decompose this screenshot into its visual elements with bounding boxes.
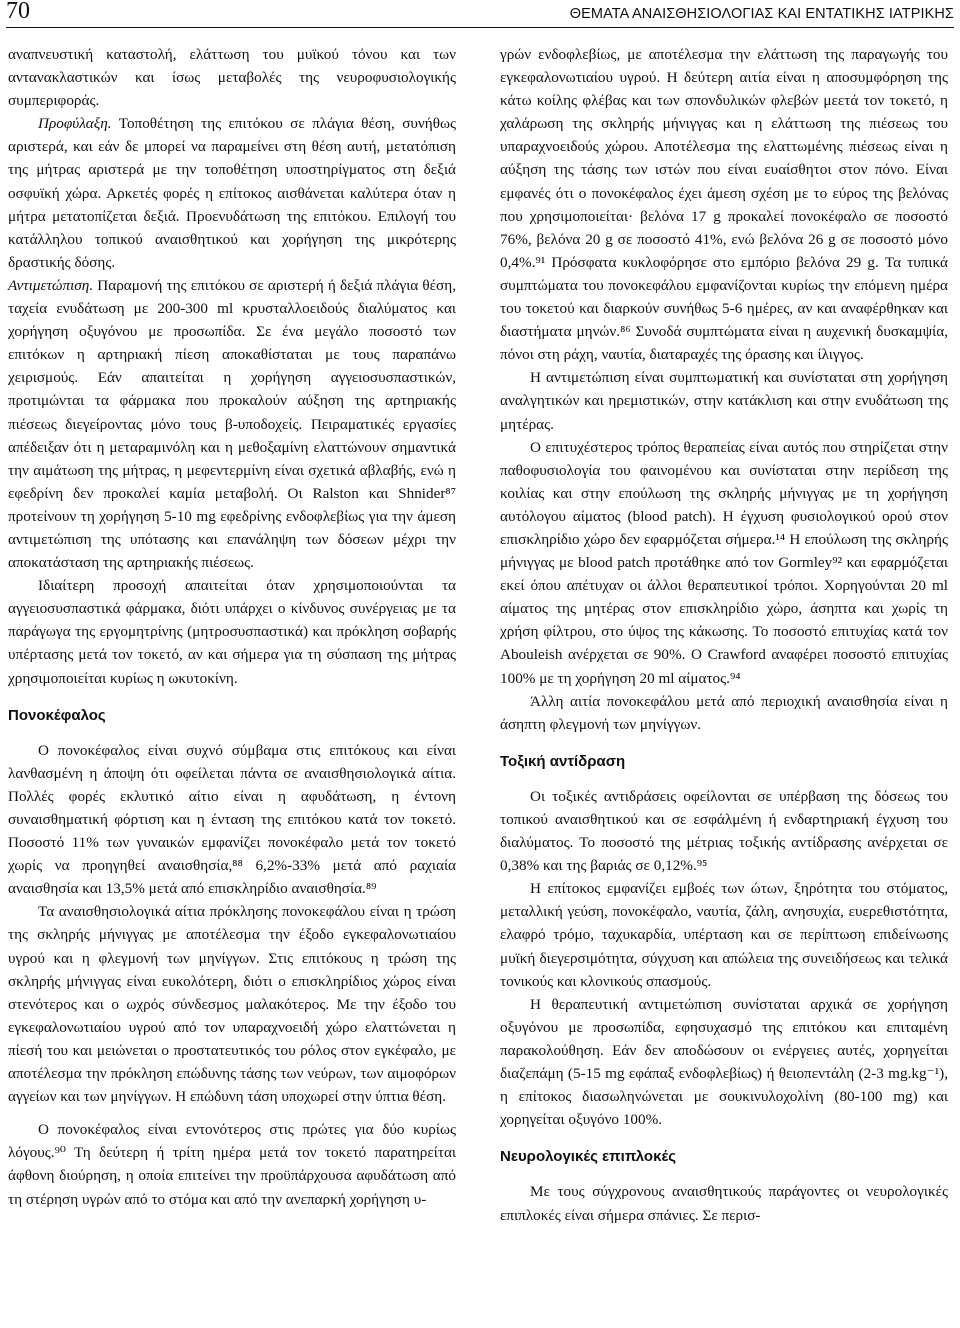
paragraph: γρών ενδοφλεβίως, με αποτέλεσμα την ελάττωση της παραγωγής του εγκεφαλονωτιαίου υγρού. Η δεύτερη αιτία είναι η αποσυμφόρηση της κάτω κοίλης φλέβας και των σπονδυλικών φλεβών μεετά τον τοκετό, η χαλάρωση της σκληρής μήνιγγας και η ελάττωση της πιέσεως του υπαραχνοειδούς χώρου. Αποτέλεσμα της ελαττωμένης πιέσεως είναι η αύξηση της τάσης των ιστών που είναι ευαίσθητοι στον πόνο. Είναι εμφανές ότι ο πονοκέφαλος έχει άμεση σχέση με το εύρος της βελόνας που χρησιμοποιείται· βελόνα 17 g προκαλεί πονοκέφαλο σε ποσοστό 76%, βελόνα 20 g σε ποσοστό 41%, ενώ βελόνα 26 g σε ποσοστό μόνο 0,4%.⁹¹ Πρόσφατα κυκλοφόρησε στο εμπόριο βελόνα 29 g. Τα τυπικά συμπτώματα του πονοκεφάλου εμφανίζονται κυρίως την επόμενη ημέρα του τοκετού και διαρκούν συνήθως 5-6 ημέρες, αν και αναφέρθηκαν και διαστήματα μηνών.⁸⁶ Συνοδά συμπτώματα είναι η αυχενική δυσκαμψία, πόνοι στη ράχη, ναυτία, διαταραχές της όρασης και ίλιγγος.	[500, 46, 948, 364]
paragraph: Οι τοξικές αντιδράσεις οφείλονται σε υπέρβαση της δόσεως του τοπικού αναισθητικού και σε εσφάλμένη ή ενδαρτηριακή έγχυση του διαλύματος. Το ποσοστό της μέτριας τοξικής αντίδρασης ανέρχεται σε 0,38% και της βαριάς σε 0,12%.⁹⁵	[500, 787, 948, 875]
page-number: 70	[6, 0, 30, 24]
section-heading: Πονοκέφαλος	[8, 706, 106, 724]
paragraph: αναπνευστική καταστολή, ελάττωση του μυϊκού τόνου και των αντανακλαστικών και ίσως μεταβολές της νευροφυσιολογικής συμπεριφοράς.	[8, 46, 456, 110]
paragraph: Με τους σύγχρονους αναισθητικούς παράγοντες οι νευρολογικές επιπλοκές είναι σήμερα σπάνιες. Σε περισ-	[500, 1183, 948, 1224]
right-column	[500, 43, 948, 1227]
section-heading: Τοξική αντίδραση	[500, 752, 626, 770]
paragraph: Η θεραπευτική αντιμετώπιση συνίσταται αρχικά σε χορήγηση οξυγόνου με προσωπίδα, εφησυχασμό της επιτόκου και επιταμένη παρακολούθηση. Εάν δεν αποδώσουν οι ενέργειες αυτές, χορηγείται διαζεπάμη (5-15 mg εφάπαξ ενδοφλεβίως) ή θειοπεντάλη (2-3 mg.kg⁻¹), η επίτοκος διασωληνώνεται με σουκινυλοχολίνη (80-100 mg) και χορηγείται οξυγόνο 100%.	[500, 995, 948, 1129]
paragraph: Αντιμετώπιση. Παραμονή της επιτόκου σε αριστερή ή δεξιά πλάγια θέση, ταχεία ενυδάτωση με 200-300 ml κρυσταλλοειδούς διαλύματος και χορήγηση οξυγόνου με προσωπίδα. Σε ένα μεγάλο ποσοστό των επιτόκων η αρτηριακή πίεση αποκαθίσταται με τους παραπάνω χειρισμούς. Εάν απαιτείται η χορήγηση αγγειοσυσπαστικών, προτιμώνται τα φάρμακα που προκαλούν αύξηση της αρτηριακής πιέσεως διεγείροντας μόνο τους β-υποδοχείς. Πειραματικές εργασίες απέδειξαν ότι η μεταραμινόλη και η μεθοξαμίνη ελαττώνουν σημαντικά την αιμάτωση της μήτρας, η μεφεντερμίνη είναι σχετικά αβλαβής, ενώ η εφεδρίνη δεν προκαλεί καμία μεταβολή. Οι Ralston και Shnider⁸⁷ προτείνουν τη χορήγηση 5-10 mg εφεδρίνης ενδοφλεβίως για την άμεση αντιμετώπιση της υπότασης και επανάληψη των δόσεων μέχρι την αποκατάσταση της αρτηριακής πιέσεως.	[8, 276, 456, 572]
paragraph: Ο πονοκέφαλος είναι συχνό σύμβαμα στις επιτόκους και είναι λανθασμένη η άποψη ότι οφείλεται πάντα σε αναισθησιολογικά αίτια. Πολλές φορές εκλυτικό αίτιο είναι η αφυδάτωση, η έντονη συναισθηματική φόρτιση και η ένταση της επιτόκου κατά τον τοκετό. Ποσοστό 11% των γυναικών εμφανίζει πονοκέφαλο μετά τον τοκετό χωρίς να προηγηθεί αναισθησία,⁸⁸ 6,2%-33% μετά από ραχιαία αναισθησία και 13,5% μετά από επισκληρίδιο αναισθησία.⁸⁹	[8, 741, 456, 898]
paragraph: Άλλη αιτία πονοκεφάλου μετά από περιοχική αναισθησία είναι η άσηπτη φλεγμονή των μηνίγγων.	[500, 692, 948, 733]
paragraph: Ο πονοκέφαλος είναι εντονότερος στις πρώτες για δύο κυρίως λόγους.⁹⁰ Τη δεύτερη ή τρίτη ημέρα μετά τον τοκετό παρατηρείται άφθονη διούρηση, η οποία επιτείνει την προϋπάρχουσα αφυδάτωση από τη στέρηση υγρών από το στόμα και από την ανεπαρκή χορήγηση υ-	[8, 1121, 456, 1208]
running-head: ΘΕΜΑΤΑ ΑΝΑΙΣΘΗΣΙΟΛΟΓΙΑΣ ΚΑΙ ΕΝΤΑΤΙΚΗΣ ΙΑΤΡΙΚΗΣ	[569, 6, 954, 22]
run-in-label: Προφύλαξη.	[38, 115, 112, 133]
paragraph: Τα αναισθησιολογικά αίτια πρόκλησης πονοκεφάλου είναι η τρώση της σκληρής μήνιγγας με αποτέλεσμα την έξοδο εγκεφαλονωτιαίου υγρού και η φλεγμονή των μηνίγγων. Στις επιτόκους η τρώση της σκληρής μήνιγγας είναι ευκολότερη, διότι ο επισκληρίδιος χώρος είναι στενότερος και ο ωχρός σύνδεσμος μαλακότερος. Με την έξοδο του εγκεφαλονωτιαίου υγρού από τον υπαραχνοειδή χώρο ελαττώνεται η πίεσή του και μειώνεται ο προστατευτικός του ρόλος στον εγκέφαλο, με αποτέλεσμα την πρόκληση επώδυνης τάσης των νεύρων, των αιμοφόρων αγγείων και των μηνίγγων. Η επώδυνη τάση υποχωρεί στην ύπτια θέση.	[8, 903, 456, 1106]
section-heading: Νευρολογικές επιπλοκές	[500, 1148, 677, 1166]
header-rule	[6, 27, 954, 28]
paragraph: Ο επιτυχέστερος τρόπος θεραπείας είναι αυτός που στηρίζεται στην παθοφυσιολογία του φαινομένου και συνίσταται στην περίδεση της κοιλίας και στην επούλωση της σκληρής μήνιγγας με τη χορήγηση αυτόλογου αίματος (blood patch). Η έγχυση φυσιολογικού ορού στον επισκληρίδιο χώρο δεν εφαρμόζεται σήμερα.¹⁴ Η επούλωση της σκληρής μήνιγγας με blood patch προτάθηκε από τον Gormley⁹² και εφαρμόζεται εκεί όπου απέτυχαν οι άλλοι θεραπευτικοί τρόποι. Χορηγούνται 20 ml αίματος της μητέρας στον επισκληρίδιο χώρο, άσηπτα και χωρίς τη χρήση φίλτρου, στο ύψος της κάκωσης. Το ποσοστό επιτυχίας κατά τον Abouleish ανέρχεται σε 90%. Ο Crawford αναφέρει ποσοστό επιτυχίας 100% με τη χορήγηση 20 ml αίματος.⁹⁴	[500, 438, 948, 687]
paragraph: Προφύλαξη. Τοποθέτηση της επιτόκου σε πλάγια θέση, συνήθως αριστερά, και εάν δε μπορεί να παραμείνει στη θέση αυτή, μετατόπιση της μήτρας αριστερά με την τοποθέτηση υποστηρίγματος στη δεξιά οσφυϊκή χώρα. Αρκετές φορές η επίτοκος αισθάνεται καλύτερα όταν η μήτρα μετατοπίζεται δεξιά. Προενυδάτωση της επιτόκου. Επιλογή του κατάλληλου τοπικού αναισθητικού και χορήγηση της μικρότερης δραστικής δόσης.	[8, 115, 456, 271]
run-in-label: Αντιμετώπιση.	[8, 276, 94, 294]
left-column	[8, 43, 456, 1211]
paragraph: Η αντιμετώπιση είναι συμπτωματική και συνίσταται στη χορήγηση αναλγητικών και ηρεμιστικών, στην κατάκλιση και στην ενυδάτωση της μητέρας.	[500, 369, 948, 433]
paragraph: Η επίτοκος εμφανίζει εμβοές των ώτων, ξηρότητα του στόματος, μεταλλική γεύση, πονοκέφαλο, ναυτία, ζάλη, ανησυχία, ευερεθιστότητα, ελαφρό τρόμο, ταχυκαρδία, υπέρταση και σε περίπτωση επιδείνωσης μυϊκή διεγερσιμότητα, σύγχυση και απώλεια της συνειδήσεως και τελικά τονικούς και κλονικούς σπασμούς.	[500, 880, 948, 990]
paragraph: Ιδιαίτερη προσοχή απαιτείται όταν χρησιμοποιούνται τα αγγειοσυσπαστικά φάρμακα, διότι υπάρχει ο κίνδυνος συνέργειας με τα παράγωγα της εργομητρίνης (μητροσυσπαστικά) και πρόκληση σοβαρής υπέρτασης μετά τον τοκετό, αν και σήμερα για τη σύσπαση της μήτρας χρησιμοποιείται κυρίως η ωκυτοκίνη.	[8, 577, 456, 687]
page-header	[0, 0, 960, 30]
